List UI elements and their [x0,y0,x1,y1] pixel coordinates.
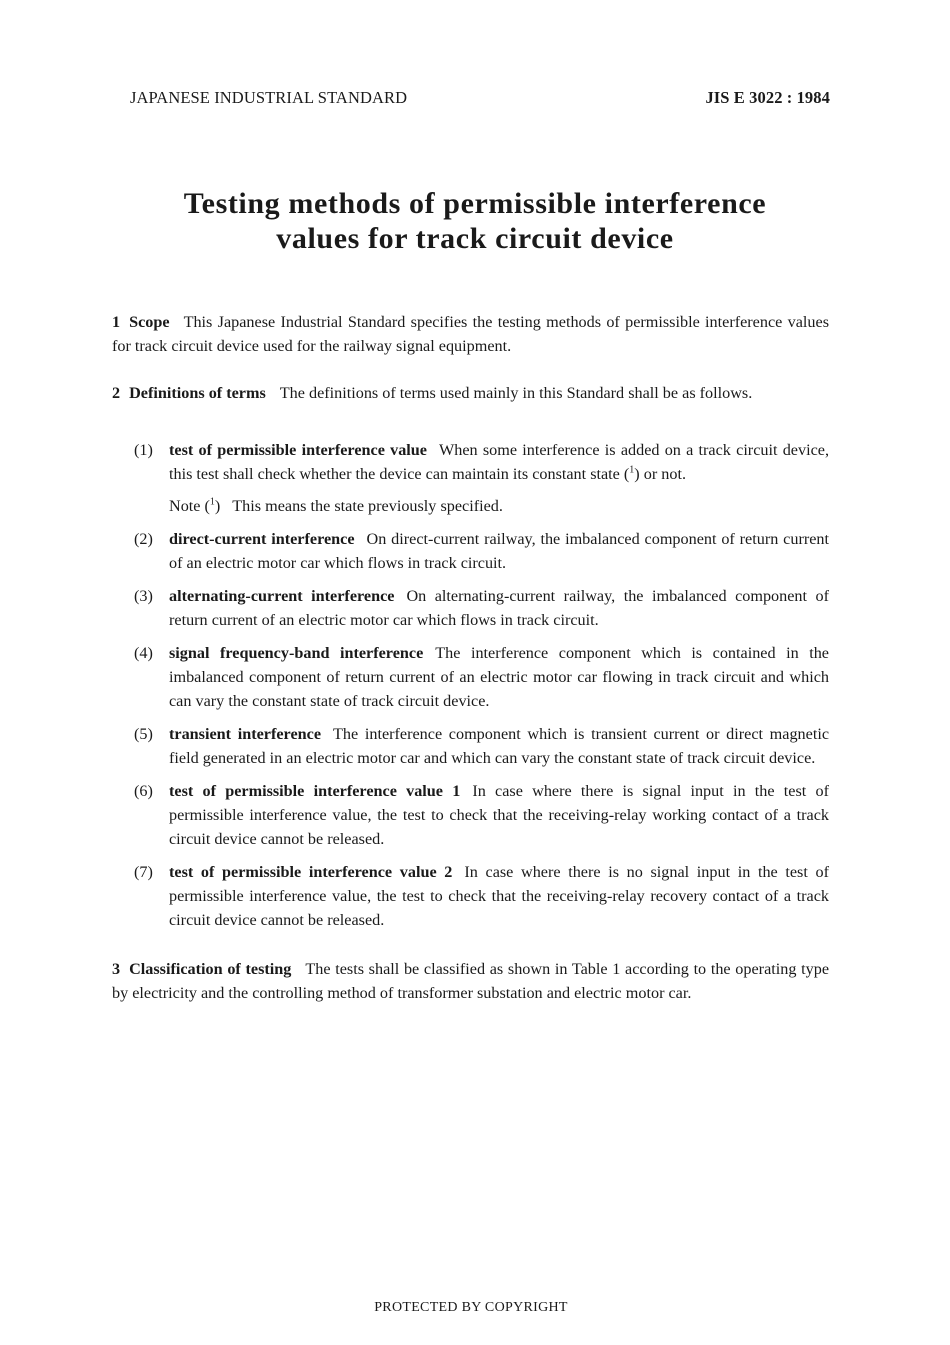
definition-item [112,438,829,518]
note-ref: 1 [209,496,215,508]
copyright-footer: PROTECTED BY COPYRIGHT [374,1300,568,1315]
definition-number: (5) [134,725,153,743]
definition-number: (2) [134,530,153,548]
definition-text: The interference component which is contained in the imbalanced component of return current of an electric motor car flowing in track circuit and which can vary the constant state of track circuit device. [169,644,829,710]
section-heading: Definitions of terms [129,384,266,402]
definition-number: (6) [134,782,153,800]
definition-text: In case where there is no signal input in the test of permissible interference value, the test to check that the receiving-relay recovery contact of a track circuit device cannot be released. [169,863,829,929]
section-number: 2 [112,384,121,402]
note-label-end: ) [214,497,221,515]
definition-text: The interference component which is transient current or direct magnetic field generated in an electric motor car and which can vary the constant state of track circuit device. [169,725,829,767]
definition-number: (4) [134,644,153,662]
document-body [112,310,829,1005]
definition-term: test of permissible interference value [169,441,427,459]
section-text: The definitions of terms used mainly in this Standard shall be as follows. [279,384,753,402]
definition-item [112,860,829,932]
note-text: This means the state previously specified. [232,497,503,515]
footnote [169,494,829,518]
definition-number: (7) [134,863,153,881]
definition-text: In case where there is signal input in the test of permissible interference value, the test to check that the receiving-relay working contact of a track circuit device cannot be released. [169,782,829,848]
title-line-2: values for track circuit device [276,222,674,255]
definition-item [112,641,829,713]
definition-item [112,779,829,851]
definition-term: signal frequency-band interference [169,644,424,662]
standard-org-label: JAPANESE INDUSTRIAL STANDARD [130,88,408,107]
definition-term: transient interference [169,725,322,743]
section-number: 3 [112,960,121,978]
section-text: The tests shall be classified as shown in Table 1 according to the operating type by electricity and the controlling method of transformer substation and electric motor car. [112,960,830,1002]
definition-term: test of permissible interference value 2 [169,863,453,881]
page-header [130,86,830,110]
section-number: 1 [112,313,121,331]
section-definitions [112,381,829,405]
definitions-list [112,438,829,932]
definition-text: On alternating-current railway, the imbalanced component of return current of an electric motor car which flows in track circuit. [169,587,829,629]
definition-text: When some interference is added on a track circuit device, this test shall check whether the device can maintain its constant state ( [169,441,829,483]
section-classification [112,957,829,1005]
definition-item [112,584,829,632]
standard-number: JIS E 3022 : 1984 [705,88,830,107]
section-scope [112,310,829,358]
section-heading: Scope [129,313,170,331]
note-label: Note ( [169,497,210,515]
section-text: This Japanese Industrial Standard specifies the testing methods of permissible interference values for track circuit device used for the railway signal equipment. [112,313,829,355]
section-heading: Classification of testing [129,960,292,978]
title-line-1: Testing methods of permissible interference [183,187,767,220]
definition-term: test of permissible interference value 1 [169,782,461,800]
definition-item [112,527,829,575]
definition-item [112,722,829,770]
footnote-ref: 1 [629,464,635,476]
definition-number: (3) [134,587,153,605]
definition-term: direct-current interference [169,530,355,548]
definition-text-end: ) or not. [634,465,686,483]
definition-text: On direct-current railway, the imbalanced component of return current of an electric motor car which flows in track circuit. [169,530,829,572]
definition-number: (1) [134,441,153,459]
document-title [80,186,870,256]
definition-term: alternating-current interference [169,587,395,605]
